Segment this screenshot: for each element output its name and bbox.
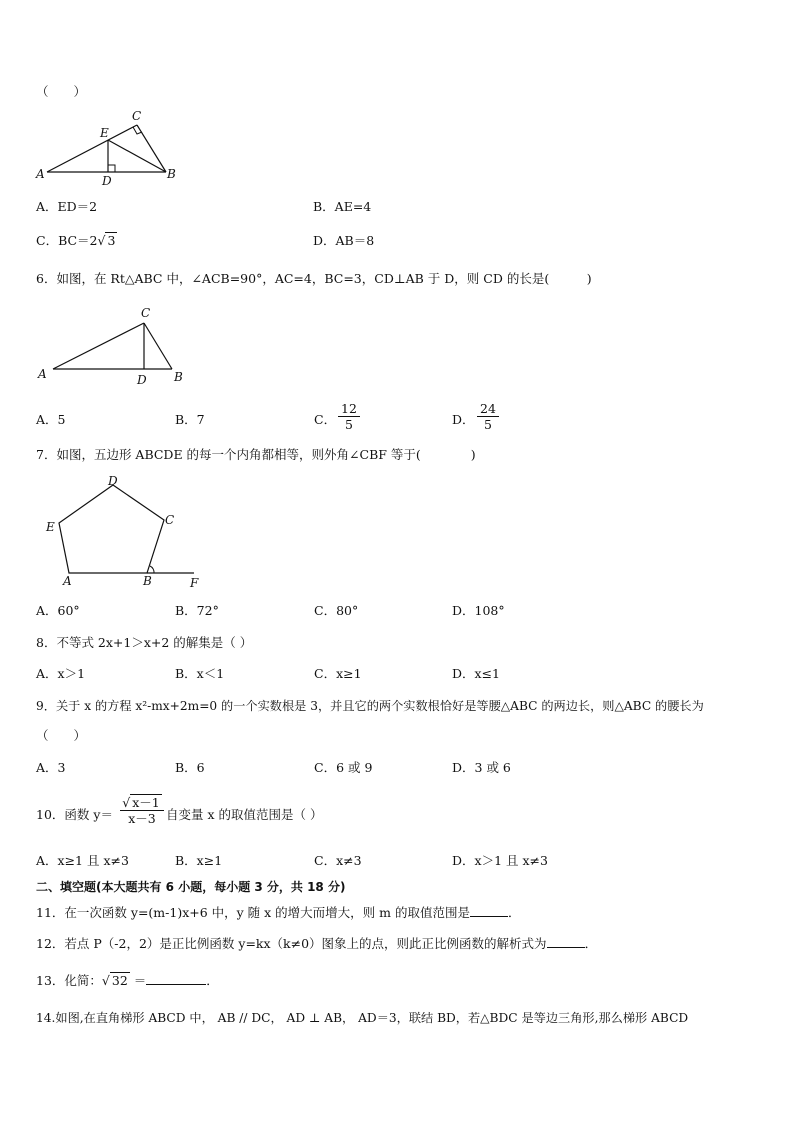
q9-option-c: C．6 或 9	[314, 760, 373, 775]
q10-option-b: B．x≥1	[175, 853, 223, 868]
q13-radicand: 32	[111, 973, 128, 988]
q6-label-c: C	[141, 306, 151, 320]
q10-suffix: 自变量 x 的取值范围是（ ）	[166, 807, 323, 822]
q6-option-b: B．7	[175, 412, 205, 427]
q6-option-c-denominator: 5	[345, 417, 353, 432]
q7-label-e: E	[46, 520, 55, 534]
q7-option-b: B．72°	[175, 603, 219, 618]
q6-option-c-fraction	[338, 401, 360, 432]
q8-option-b: B．x＜1	[175, 666, 225, 681]
q10-option-d: D．x＞1 且 x≠3	[452, 853, 548, 868]
q13-radical: √ 32	[101, 973, 128, 988]
q10-option-a: A．x≥1 且 x≠3	[36, 853, 129, 868]
q7-pentagon	[59, 485, 164, 573]
q5-option-c-prefix: C．BC＝2	[36, 233, 98, 248]
q5-option-c-radical: √ 3	[97, 233, 116, 248]
q5-option-a: A．ED＝2	[36, 199, 98, 214]
q11-answer-blank	[470, 916, 508, 917]
q12-end: ．	[584, 936, 598, 951]
q11-end: ．	[507, 905, 521, 920]
q5-label-e: E	[100, 126, 109, 140]
q7-label-a: A	[63, 574, 72, 588]
q6-side-ac	[53, 323, 144, 369]
q8-option-c: C．x≥1	[314, 666, 362, 681]
q5-option-d: D．AB＝8	[313, 233, 375, 248]
q9-stem-bracket: （ ）	[36, 728, 87, 743]
q9-option-b: B．6	[175, 760, 205, 775]
q13-answer-blank	[146, 984, 206, 985]
q13-equals: ＝	[133, 973, 147, 988]
q8-stem: 8．不等式 2x+1＞x+2 的解集是（ ）	[36, 635, 253, 650]
q10-prefix: 10．函数 y＝	[36, 807, 113, 822]
q10-numerator: √ x－1	[120, 795, 164, 811]
q6-label-d: D	[137, 373, 147, 386]
q11	[36, 905, 521, 921]
q5-option-b: B．AE=4	[313, 199, 372, 214]
q6-stem: 6．如图，在 Rt△ABC 中，∠ACB=90°，AC=4，BC=3，CD⊥AB 于 D，则 CD 的长是( )	[36, 271, 592, 286]
q10-numerator-radicand: x－1	[132, 795, 160, 810]
q9-option-d: D．3 或 6	[452, 760, 511, 775]
q6-figure	[34, 304, 194, 386]
q6-label-a: A	[38, 367, 47, 381]
q6-option-d-fraction	[477, 401, 499, 432]
q6-option-d-prefix: D．	[452, 412, 475, 427]
q6-option-a: A．5	[36, 412, 66, 427]
q6-option-d-numerator: 24	[477, 401, 499, 417]
q7-label-f: F	[190, 576, 199, 590]
q5-label-d: D	[102, 174, 112, 186]
q5-label-b: B	[167, 167, 176, 181]
q5-segment-eb	[108, 140, 166, 172]
q6-option-c-numerator: 12	[338, 401, 360, 417]
q12-text: 12．若点 P（-2，2）是正比例函数 y=kx（k≠0）图象上的点，则此正比例函数的解析式为	[36, 936, 547, 951]
q13	[36, 973, 219, 989]
q7-option-c: C．80°	[314, 603, 359, 618]
q7-angle-cbf-arc	[150, 566, 154, 573]
q10-denominator: x－3	[128, 811, 156, 826]
q6-label-b: B	[174, 370, 183, 384]
q14-stem: 14.如图,在直角梯形 ABCD 中， AB // DC， AD ⊥ AB， AD＝3，联结 BD，若△BDC 是等边三角形,那么梯形 ABCD	[36, 1011, 689, 1025]
q5-answer-bracket: （ ）	[36, 84, 87, 99]
q7-option-a: A．60°	[36, 603, 80, 618]
q5-label-c: C	[132, 109, 142, 123]
q9-option-a: A．3	[36, 760, 66, 775]
q7-label-b: B	[143, 574, 152, 588]
q7-stem: 7．如图，五边形 ABCDE 的每一个内角都相等，则外角∠CBF 等于( )	[36, 447, 476, 462]
q8-option-a: A．x＞1	[36, 666, 86, 681]
q5-option-c-radicand: 3	[107, 233, 116, 248]
q7-figure	[34, 472, 214, 592]
section-2-heading: 二、填空题(本大题共有 6 小题，每小题 3 分，共 18 分)	[36, 880, 346, 894]
q5-label-a: A	[36, 167, 45, 181]
q13-end: ．	[206, 973, 219, 988]
q13-prefix: 13．化简：	[36, 973, 102, 988]
q8-option-d: D．x≤1	[452, 666, 500, 681]
q7-label-c: C	[165, 513, 175, 527]
q6-option-c-prefix: C．	[314, 412, 337, 427]
q7-label-d: D	[108, 474, 118, 488]
q9-stem: 9．关于 x 的方程 x²-mx+2m=0 的一个实数根是 3，并且它的两个实数根恰好是等腰△ABC 的两边长，则△ABC 的腰长为	[36, 699, 704, 713]
q6-option-d-denominator: 5	[484, 417, 492, 432]
q11-text: 11．在一次函数 y=(m-1)x+6 中，y 随 x 的增大而增大，则 m 的取值范围是	[36, 905, 470, 920]
q12-answer-blank	[547, 947, 585, 948]
q10-fraction	[120, 795, 164, 826]
q6-side-cb	[144, 323, 172, 369]
q10-option-c: C．x≠3	[314, 853, 362, 868]
q12	[36, 936, 597, 952]
q5-option-c	[36, 233, 117, 249]
q5-figure	[34, 106, 184, 186]
q5-right-angle-d	[108, 165, 115, 172]
q7-option-d: D．108°	[452, 603, 505, 618]
